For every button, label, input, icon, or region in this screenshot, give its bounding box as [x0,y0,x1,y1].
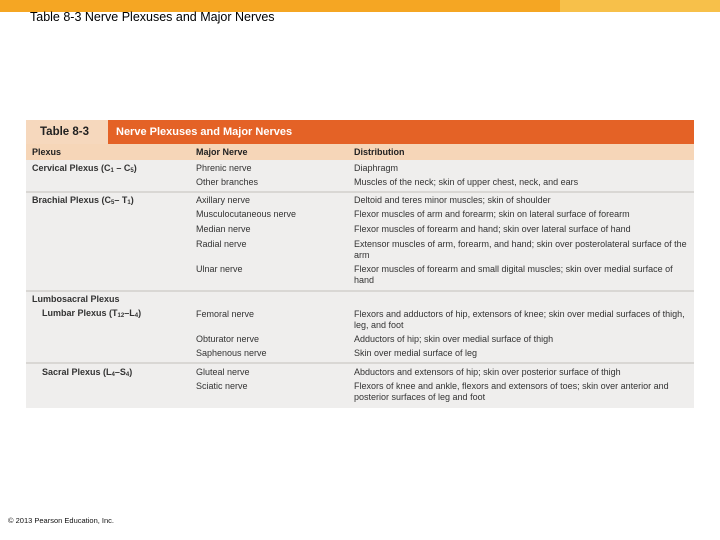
nerve-gluteal: Gluteal nerve [196,367,250,377]
table-number: Table 8-3 [26,120,108,144]
header-distribution: Distribution [354,147,405,157]
distribution-ulnar: Flexor muscles of forearm and small digital muscles; skin over medial surface of hand [354,264,673,285]
nerve-saphenous: Saphenous nerve [196,348,267,358]
distribution-other-branches: Muscles of the neck; skin of upper chest, neck, and ears [354,177,579,187]
column-headers [26,144,694,160]
distribution-musculocutaneous: Flexor muscles of arm and forearm; skin on lateral surface of forearm [354,209,630,219]
nerve-phrenic: Phrenic nerve [196,163,252,173]
slide-title: Table 8-3 Nerve Plexuses and Major Nerves [30,10,275,24]
nerve-other-branches: Other branches [196,177,259,187]
distribution-radial: Extensor muscles of arm, forearm, and hand; skin over posterolateral surface of the arm [354,239,687,260]
table-header [26,120,694,144]
nerve-sciatic: Sciatic nerve [196,381,248,391]
plexus-brachial: Brachial Plexus ($C_5-$ $T_1$) [32,195,134,206]
distribution-axillary: Deltoid and teres minor muscles; skin of shoulder [354,195,551,205]
row-divider [26,290,694,292]
top-bar-right [560,0,720,12]
header-major-nerve: Major Nerve [196,147,248,157]
nerve-femoral: Femoral nerve [196,309,255,319]
nerve-median: Median nerve [196,224,251,234]
plexus-sacral: Sacral Plexus $(L_4-S_4)$ [42,367,133,378]
distribution-saphenous: Skin over medial surface of leg [354,348,478,358]
header-plexus: Plexus [32,147,62,157]
distribution-obturator: Adductors of hip; skin over medial surface of thigh [354,334,554,344]
nerve-table [26,120,694,408]
distribution-gluteal: Abductors and extensors of hip; skin over posterior surface of thigh [354,367,621,377]
nerve-ulnar: Ulnar nerve [196,264,243,274]
distribution-phrenic: Diaphragm [354,163,399,173]
plexus-cervical: Cervical Plexus $(C_1 - C_5)$ [32,163,137,174]
table-name: Nerve Plexuses and Major Nerves [108,120,694,144]
distribution-median: Flexor muscles of forearm and hand; skin over lateral surface of hand [354,224,631,234]
row-divider [26,191,694,193]
distribution-femoral: Flexors and adductors of hip, extensors of knee; skin over medial surfaces of thigh, leg, and foot [354,309,685,330]
row-divider [26,362,694,364]
plexus-lumbosacral: Lumbosacral Plexus [32,294,120,304]
nerve-axillary: Axillary nerve [196,195,251,205]
nerve-obturator: Obturator nerve [196,334,260,344]
plexus-lumbar: Lumbar Plexus $(T_{12}-L_4)$ [42,308,142,319]
distribution-sciatic: Flexors of knee and ankle, flexors and extensors of toes; skin over anterior and posterior surfaces of leg and foot [354,381,669,402]
copyright-footer: © 2013 Pearson Education, Inc. [8,516,115,525]
nerve-radial: Radial nerve [196,239,247,249]
nerve-musculocutaneous: Musculocutaneous nerve [196,209,297,219]
